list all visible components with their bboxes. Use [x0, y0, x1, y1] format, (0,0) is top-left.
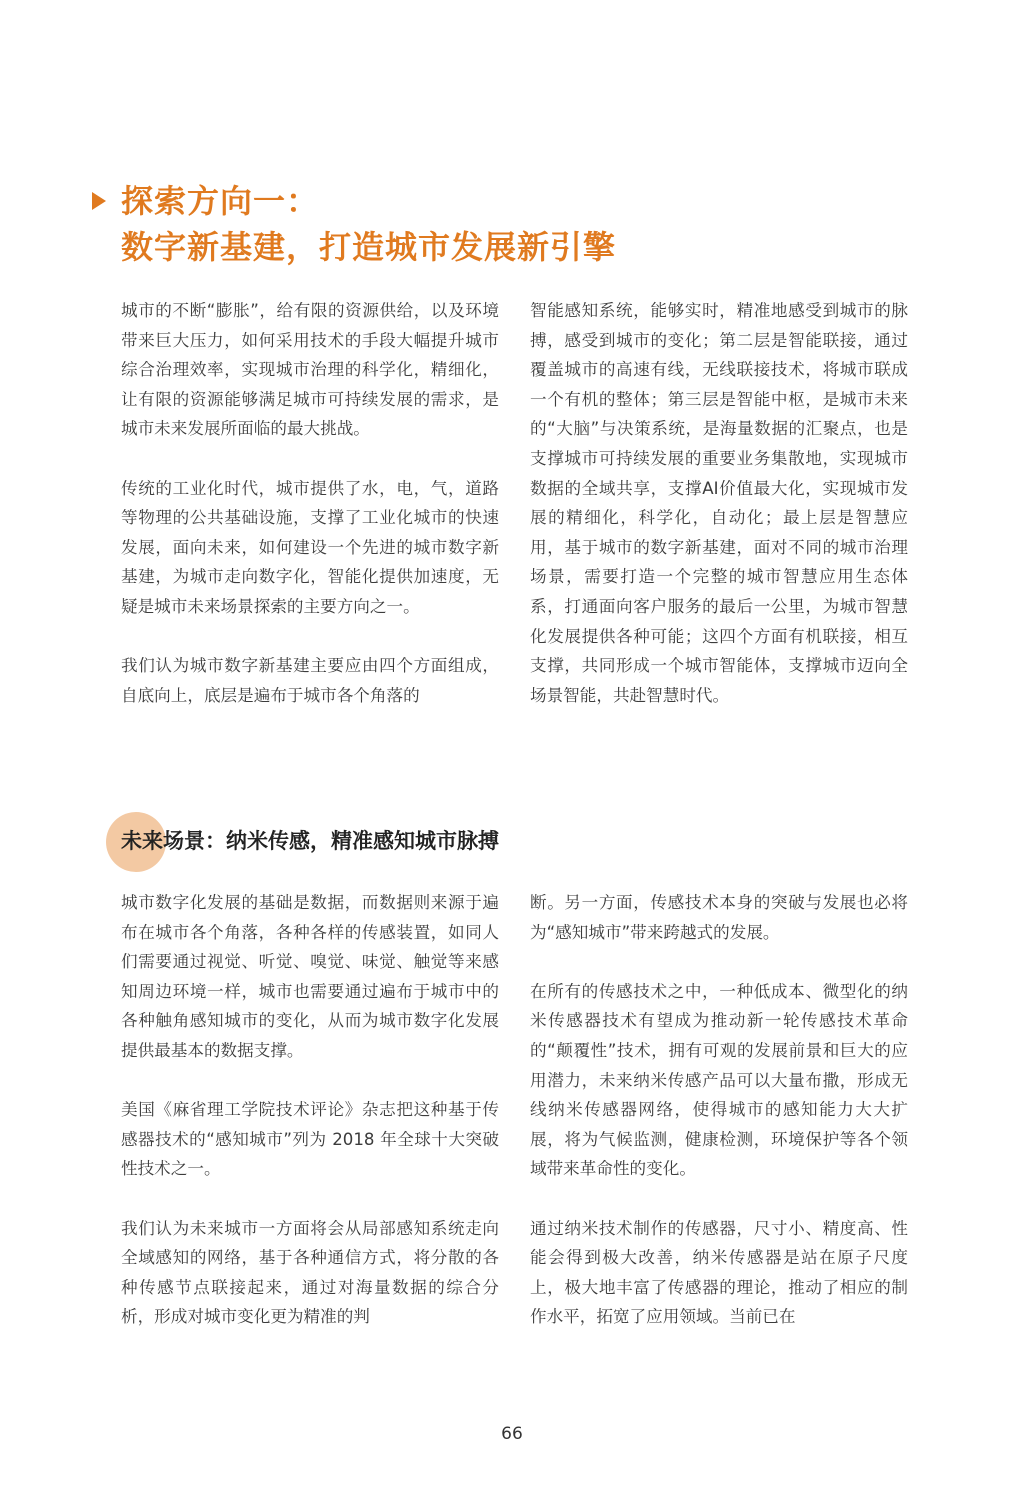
- scenario-right-column: [530, 888, 908, 1332]
- paragraph: 我们认为城市数字新基建主要应由四个方面组成，自底向上，底层是遍布于城市各个角落的: [121, 656, 499, 705]
- scenario-heading: [106, 812, 806, 872]
- paragraph: 在所有的传感技术之中，一种低成本、微型化的纳米传感器技术有望成为推动新一轮传感技术革命的“颠覆性”技术，拥有可观的发展前景和巨大的应用潜力，未来纳米传感产品可以大量布撒，形成无线纳米传感器网络，使得城市的感知能力大大扩展，将为气候监测，健康检测，环境保护等各个领域带来革命性的变化。: [530, 981, 908, 1179]
- section-right-column: [530, 296, 908, 710]
- paragraph: 断。另一方面，传感技术本身的突破与发展也必将为“感知城市”带来跨越式的发展。: [530, 893, 908, 942]
- page-number: 66: [501, 1424, 523, 1444]
- section-title-line-2: 数字新基建，打造城市发展新引擎: [121, 228, 617, 266]
- scenario-left-column: [121, 888, 499, 1332]
- paragraph: 智能感知系统，能够实时，精准地感受到城市的脉搏，感受到城市的变化；第二层是智能联接，通过覆盖城市的高速有线，无线联接技术，将城市联成一个有机的整体；第三层是智能中枢，是城市未来的“大脑”与决策系统，是海量数据的汇聚点，也是支撑城市可持续发展的重要业务集散地，实现城市数据的全域共享，支撑AI价值最大化，实现城市发展的精细化，科学化，自动化；最上层是智慧应用，基于城市的数字新基建，面对不同的城市治理场景，需要打造一个完整的城市智慧应用生态体系，打通面向客户服务的最后一公里，为城市智慧化发展提供各种可能；这四个方面有机联接，相互支撑，共同形成一个城市智能体，支撑城市迈向全场景智能，共赴智慧时代。: [530, 301, 908, 705]
- paragraph: 城市数字化发展的基础是数据，而数据则来源于遍布在城市各个角落，各种各样的传感装置，如同人们需要通过视觉、听觉、嗅觉、味觉、触觉等来感知周边环境一样，城市也需要通过遍布于城市中的各种触角感知城市的变化，从而为城市数字化发展提供最基本的数据支撑。: [121, 893, 499, 1060]
- paragraph: 美国《麻省理工学院技术评论》杂志把这种基于传感器技术的“感知城市”列为 2018 年全球十大突破性技术之一。: [121, 1100, 499, 1179]
- section-title-line-1: 探索方向一：: [121, 182, 320, 220]
- paragraph: 我们认为未来城市一方面将会从局部感知系统走向全域感知的网络，基于各种通信方式，将分散的各种传感节点联接起来，通过对海量数据的综合分析，形成对城市变化更为精准的判: [121, 1218, 499, 1327]
- paragraph: 传统的工业化时代，城市提供了水，电，气，道路等物理的公共基础设施，支撑了工业化城市的快速发展，面向未来，如何建设一个先进的城市数字新基建，为城市走向数字化，智能化提供加速度，无疑是城市未来场景探索的主要方向之一。: [121, 478, 499, 616]
- scenario-heading-text: 未来场景：纳米传感，精准感知城市脉搏: [121, 829, 499, 853]
- section-title: [90, 178, 990, 270]
- paragraph: 城市的不断“膨胀”，给有限的资源供给，以及环境带来巨大压力，如何采用技术的手段大幅提升城市综合治理效率，实现城市治理的科学化，精细化，让有限的资源能够满足城市可持续发展的需求，是城市未来发展所面临的最大挑战。: [121, 301, 499, 439]
- paragraph: 通过纳米技术制作的传感器，尺寸小、精度高、性能会得到极大改善，纳米传感器是站在原子尺度上，极大地丰富了传感器的理论，推动了相应的制作水平，拓宽了应用领域。当前已在: [530, 1218, 908, 1327]
- triangle-arrow-icon: [92, 192, 106, 210]
- section-left-column: [121, 296, 499, 710]
